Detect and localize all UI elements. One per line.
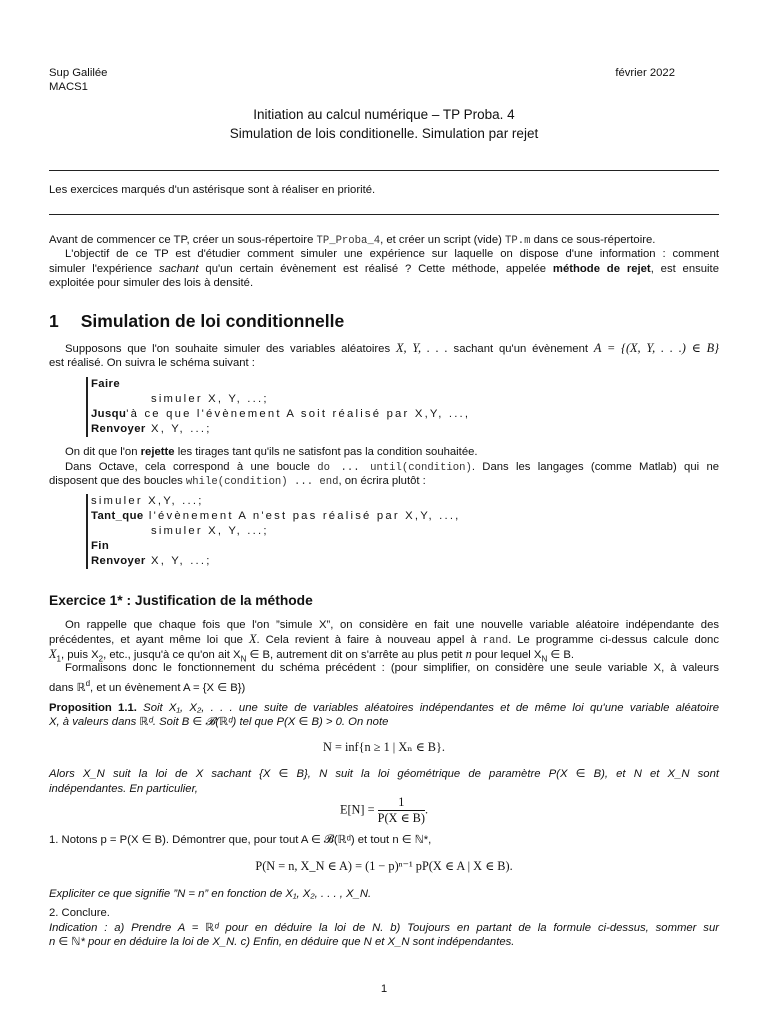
indication-line-2: n ∈ ℕ* pour en déduire la loi de X_N. c) Enfin, en déduire que N et X_N sont indépendantes. — [49, 936, 515, 948]
date: février 2022 — [615, 67, 675, 79]
exercise-heading: Exercice 1* : Justification de la méthode — [49, 593, 313, 608]
equation-expectation: E[N] = $\frac{1}{P(X \in B)}$ . — [339, 795, 429, 825]
proposition-line-3: Alors X_N suit la loi de X sachant {X ∈ B}, N suit la loi géométrique de paramètre P(X ∈ B), et N et X_N sont — [49, 768, 719, 780]
intro-line-4: exploitée pour simuler des lois à densité. — [49, 277, 254, 289]
top-rule — [49, 170, 719, 171]
page-subtitle: Simulation de lois conditionelle. Simulation par rejet — [229, 126, 539, 141]
algorithm-repeat-until: Faire simuler X, Y, ...; Jusqu'à ce que l'évènement A soit réalisé par X,Y, ..., Renvoyer X, Y, ...; — [86, 377, 470, 437]
equation-n: N = inf{n ≥ 1 | Xₙ ∈ B}. — [323, 740, 445, 754]
intro-line-2: L'objectif de ce TP est d'étudier comment simuler une expérience sur laquelle on dispose d'une information : comment — [65, 248, 719, 260]
exercise-p3: $X_1$, puis $X_2$, etc., jusqu'à ce qu'on ait $X_N$ ∈ B, autrement dit on s'arrête au plus petit n pour lequel $X_N$ ∈ B. — [49, 647, 575, 664]
exercise-p1: On rappelle que chaque fois que l'on ”simule X”, on considère en fait une nouvelle variable aléatoire indépendante des — [65, 619, 719, 631]
exercise-p2: précédentes, et ayant même loi que X. Cela revient à faire à nouveau appel à rand. Le programme ci-dessus calcule donc — [49, 632, 719, 647]
question-1: 1. Notons p = P(X ∈ B). Démontrer que, pour tout A ∈ 𝓑(ℝᵈ) et tout n ∈ ℕ*, — [49, 834, 432, 846]
institution: Sup Galilée — [49, 67, 108, 79]
priority-notice: Les exercices marqués d'un astérisque sont à réaliser en priorité. — [49, 184, 376, 196]
exercise-p5: dans ℝ$^d$, et un évènement A = {X ∈ B}) — [49, 679, 246, 694]
question-1b: Expliciter ce que signifie ”N = n” en fonction de X₁, X₂, . . . , X_N. — [49, 888, 372, 900]
section-heading: 1 Simulation de loi conditionnelle — [49, 311, 345, 331]
proposition-line-1: Proposition 1.1. Soit X₁, X₂, . . . une suite de variables aléatoires indépendantes et de même loi qu'une variable aléatoire — [49, 702, 719, 714]
page-title: Initiation au calcul numérique – TP Proba. 4 — [253, 107, 515, 122]
section1-p4: Dans Octave, cela correspond à une boucle do ... until(condition). Dans les langages (comme Matlab) qui ne — [65, 461, 720, 474]
intro-line-3: simuler l'expérience sachant qu'un certain évènement est réalisé ? Cette méthode, appelée méthode de rejet, est ensuite — [49, 263, 719, 275]
bottom-rule — [49, 214, 719, 215]
proposition-line-2: X, à valeurs dans ℝᵈ. Soit B ∈ 𝓑(ℝᵈ) tel que P(X ∈ B) > 0. On note — [49, 716, 389, 728]
section1-p3: On dit que l'on rejette les tirages tant qu'ils ne satisfont pas la condition souhaitée. — [65, 446, 478, 458]
section1-p5: disposent que des boucles while(condition) ... end, on écrira plutôt : — [49, 475, 426, 488]
proposition-line-4: indépendantes. En particulier, — [49, 783, 198, 795]
exercise-p4: Formalisons donc le fonctionnement du schéma précédent : (pour simplifier, on considère une seule variable X, à valeurs — [65, 662, 719, 674]
algorithm-while: simuler X,Y, ...; Tant_que l'évènement A n'est pas réalisé par X,Y, ..., simuler X, Y, ...; Fin Renvoyer X, Y, ...; — [86, 494, 461, 569]
program: MACS1 — [49, 81, 88, 93]
question-2: 2. Conclure. — [49, 907, 110, 919]
section1-p2: est réalisé. On suivra le schéma suivant : — [49, 357, 255, 369]
section1-p1: Supposons que l'on souhaite simuler des variables aléatoires X, Y, . . . sachant qu'un évènement A = {(X, Y, . . .) ∈ B} — [65, 341, 719, 355]
page-number: 1 — [380, 983, 388, 995]
indication-line-1: Indication : a) Prendre A = ℝᵈ pour en déduire la loi de N. b) Toujours en partant de la formule ci-dessus, sommer sur — [49, 922, 719, 934]
intro-line-1: Avant de commencer ce TP, créer un sous-répertoire TP_Proba_4, et créer un script (vide) TP.m dans ce sous-répertoire. — [49, 234, 656, 247]
equation-joint-law: P(N = n, X_N ∈ A) = (1 − p)ⁿ⁻¹ pP(X ∈ A | X ∈ B). — [255, 859, 513, 873]
